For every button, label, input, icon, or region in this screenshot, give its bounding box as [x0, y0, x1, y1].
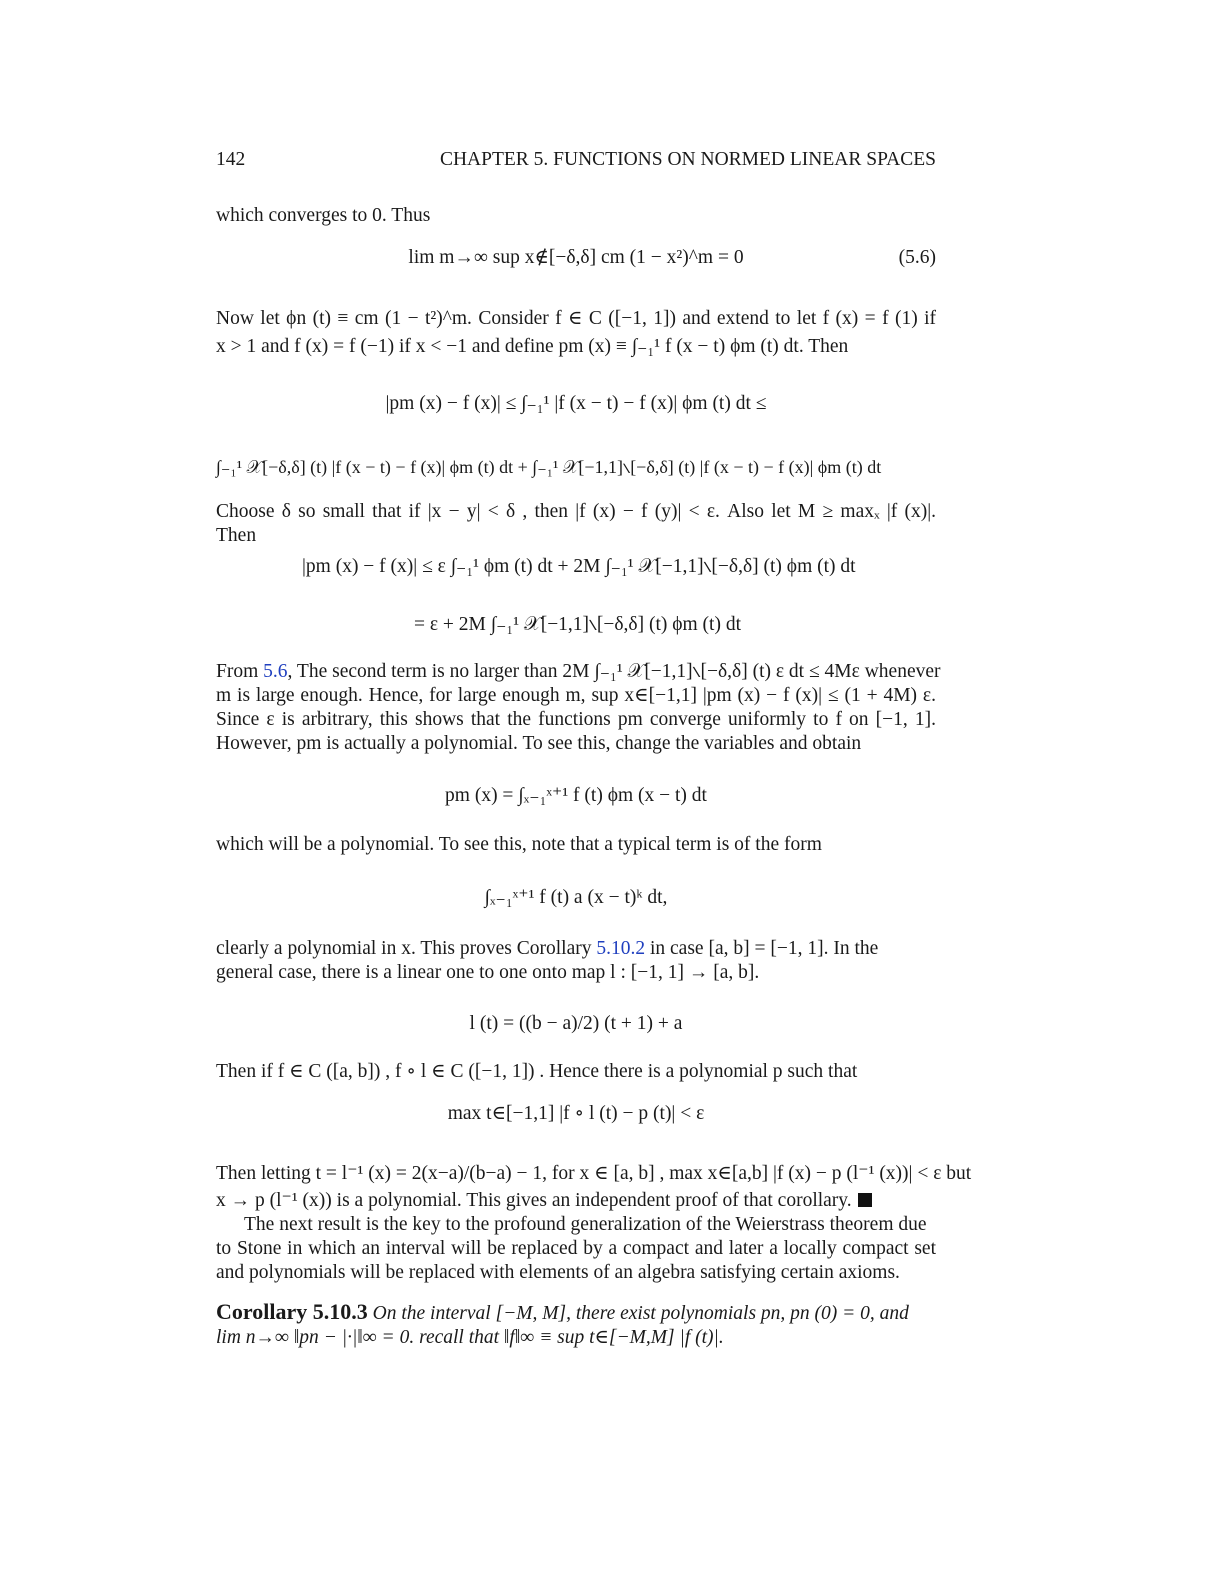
text-line: x > 1 and f (x) = f (−1) if x < −1 and define pm (x) ≡ ∫₋₁¹ f (x − t) ϕm (t) dt. Then	[216, 336, 849, 357]
display-equation: ∫₋₁¹ 𝒳[−δ,δ] (t) |f (x − t) − f (x)| ϕm (t) dt + ∫₋₁¹ 𝒳[−1,1]∖[−δ,δ] (t) |f (x − t) − f (x)| ϕm (t) dt	[216, 457, 882, 477]
text-line	[216, 1189, 936, 1213]
text-line: Now let ϕn (t) ≡ cm (1 − t²)^m. Consider f ∈ C ([−1, 1]) and extend to let f (x) = f (1) if	[216, 308, 936, 329]
text-line: and polynomials will be replaced with elements of an algebra satisfying certain axioms.	[216, 1262, 900, 1283]
text-line: Then if f ∈ C ([a, b]) , f ∘ l ∈ C ([−1, 1]) . Hence there is a polynomial p such that	[216, 1061, 858, 1082]
display-equation: pm (x) = ∫ₓ₋₁ˣ⁺¹ f (t) ϕm (x − t) dt	[445, 785, 707, 806]
text-fragment: , The second term is no larger than 2M ∫₋₁¹ 𝒳[−1,1]∖[−δ,δ] (t) ε dt ≤ 4Mε whenever	[287, 661, 941, 682]
page-header	[216, 148, 936, 174]
display-equation: |pm (x) − f (x)| ≤ ∫₋₁¹ |f (x − t) − f (x)| ϕm (t) dt ≤	[385, 393, 767, 414]
corollary-reference-link[interactable]: 5.10.2	[596, 938, 646, 959]
text-fragment: From	[216, 661, 264, 682]
text-line	[216, 660, 941, 684]
display-equation: |pm (x) − f (x)| ≤ ε ∫₋₁¹ ϕm (t) dt + 2M ∫₋₁¹ 𝒳[−1,1]∖[−δ,δ] (t) ϕm (t) dt	[302, 556, 856, 577]
equation-5-6-body: lim m→∞ sup x∉[−δ,δ] cm (1 − x²)^m = 0	[408, 247, 744, 268]
equation-5-6	[216, 246, 936, 270]
corollary-statement	[216, 1300, 936, 1326]
corollary-text: On the interval [−M, M], there exist polynomials pn, pn (0) = 0, and	[367, 1303, 909, 1324]
text-fragment: clearly a polynomial in x. This proves Corollary	[216, 938, 597, 959]
text-line	[216, 937, 936, 961]
display-equation: = ε + 2M ∫₋₁¹ 𝒳[−1,1]∖[−δ,δ] (t) ϕm (t) dt	[414, 614, 742, 635]
page-number: 142	[216, 149, 246, 170]
text-line: The next result is the key to the profound generalization of the Weierstrass theorem due	[244, 1214, 927, 1235]
equation-number: (5.6)	[898, 247, 936, 268]
corollary-label: Corollary 5.10.3	[216, 1299, 368, 1324]
text-line: which converges to 0. Thus	[216, 205, 431, 226]
equation-reference-link[interactable]: 5.6	[263, 661, 288, 682]
text-line: general case, there is a linear one to one onto map l : [−1, 1] → [a, b].	[216, 962, 760, 983]
corollary-text-line: lim n→∞ ‖pn − |·|‖∞ = 0. recall that ‖f‖∞ ≡ sup t∈[−M,M] |f (t)|.	[216, 1327, 724, 1348]
text-line: to Stone in which an interval will be replaced by a compact and later a locally compact set	[216, 1238, 936, 1259]
text-line: m is large enough. Hence, for large enough m, sup x∈[−1,1] |pm (x) − f (x)| ≤ (1 + 4M) ε.	[216, 685, 936, 706]
text-fragment: x → p (l⁻¹ (x)) is a polynomial. This gives an independent proof of that corollary.	[216, 1190, 852, 1211]
text-fragment: in case [a, b] = [−1, 1]. In the	[645, 938, 879, 959]
qed-square-icon	[858, 1193, 872, 1207]
text-line: Then letting t = l⁻¹ (x) = 2(x−a)/(b−a) − 1, for x ∈ [a, b] , max x∈[a,b] |f (x) − p (l⁻¹ (x))| < ε but	[216, 1163, 972, 1184]
text-line: Choose δ so small that if |x − y| < δ , then |f (x) − f (y)| < ε. Also let M ≥ maxₓ |f (x)|.	[216, 501, 936, 522]
text-line: which will be a polynomial. To see this, note that a typical term is of the form	[216, 834, 822, 855]
display-equation: ∫ₓ₋₁ˣ⁺¹ f (t) a (x − t)ᵏ dt,	[484, 887, 668, 908]
display-equation: l (t) = ((b − a)/2) (t + 1) + a	[469, 1013, 683, 1034]
chapter-title: CHAPTER 5. FUNCTIONS ON NORMED LINEAR SPACES	[439, 149, 936, 170]
text-line: Since ε is arbitrary, this shows that the functions pm converge uniformly to f on [−1, 1].	[216, 709, 936, 730]
text-line: Then	[216, 525, 257, 546]
display-equation: max t∈[−1,1] |f ∘ l (t) − p (t)| < ε	[447, 1103, 705, 1124]
text-line: However, pm is actually a polynomial. To see this, change the variables and obtain	[216, 733, 862, 754]
